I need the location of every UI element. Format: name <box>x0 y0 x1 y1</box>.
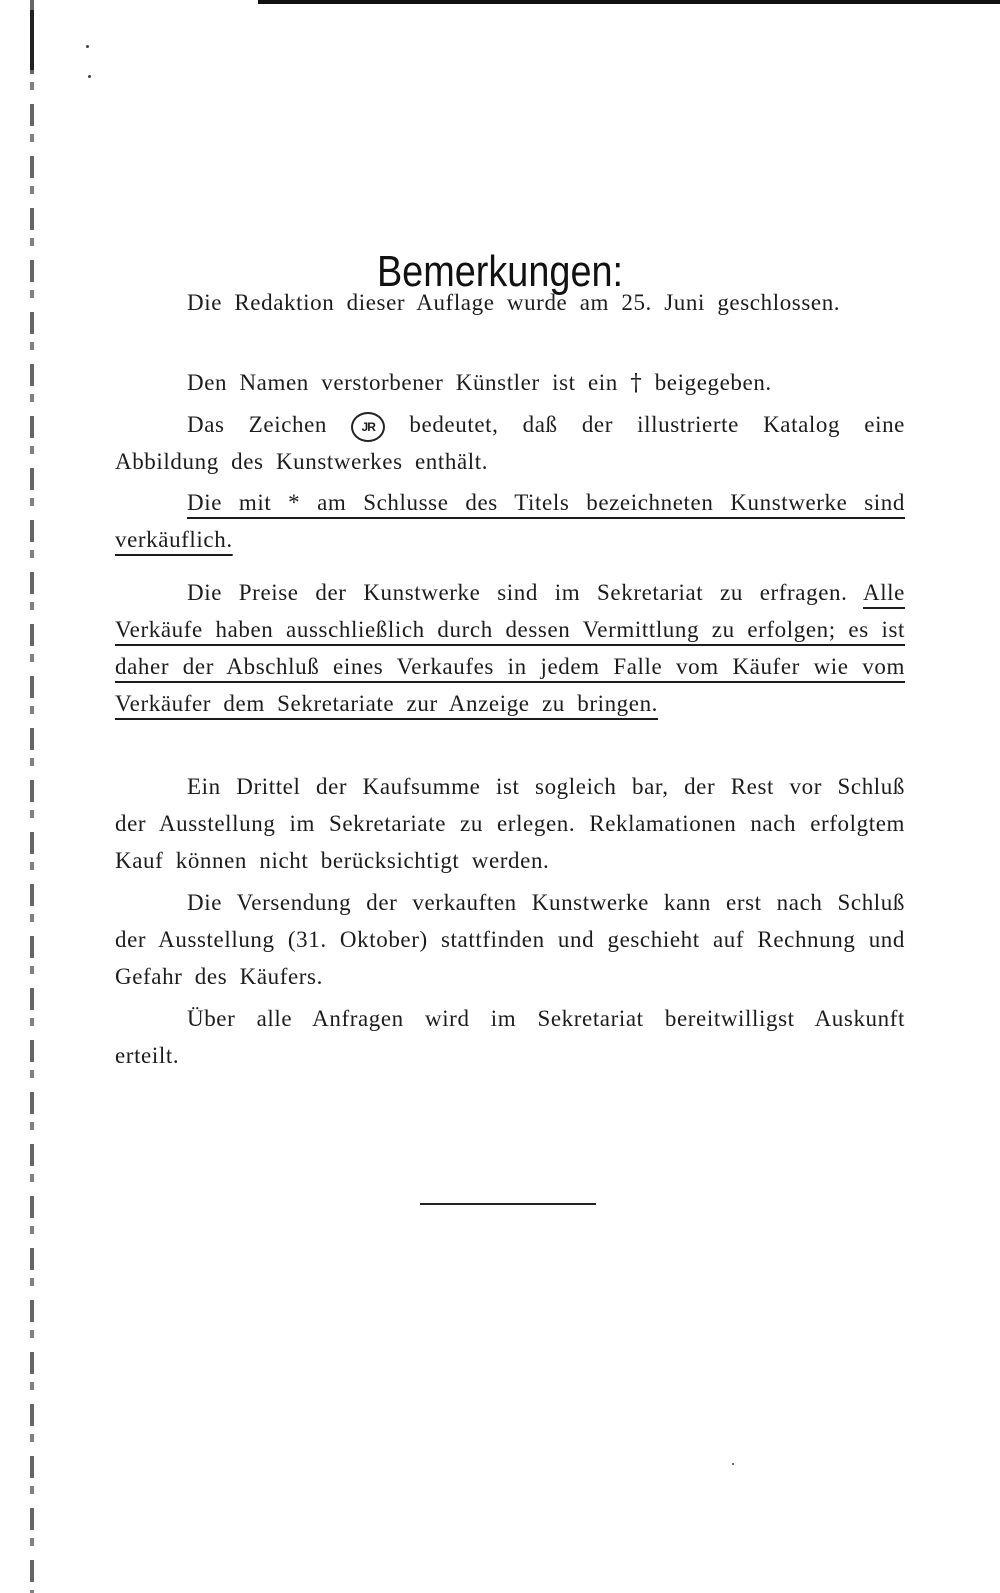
paragraph-verkaeuflich <box>115 484 905 558</box>
scan-speck <box>88 75 91 78</box>
paragraph-preise <box>115 574 905 722</box>
paragraph-zeichen-text-end: bedeutet, daß der illustrierte Katalog eine Abbildung des Kunstwerkes enthält. <box>115 412 905 474</box>
paragraph-zeichen <box>115 406 905 480</box>
paragraph-verstorben <box>115 364 905 402</box>
paragraph-verstorben-text-end: beigegeben. <box>654 370 772 395</box>
illustration-circle-icon: JR <box>351 412 385 442</box>
paragraph-preise-intro: Die Preise der Kunstwerke sind im Sekretariat zu erfragen. <box>187 580 848 605</box>
dagger-icon: † <box>630 370 643 396</box>
paragraph-redaktion: Die Redaktion dieser Auflage wurde am 25. Juni geschlossen. <box>187 290 841 315</box>
paragraph-zeichen-text: Das Zeichen <box>187 412 328 437</box>
scan-speck <box>86 45 89 48</box>
paragraph-verstorben-text: Den Namen verstorbener Künstler ist ein <box>187 370 618 395</box>
underlined-preise: Alle Verkäufe haben ausschließlich durch dessen Vermittlung zu erfolgen; es ist daher der Abschluß eines Verkaufes in jedem Falle vom Käufer wie vom Verkäufer dem Sekretariate zur Anzeige zu bringen. <box>115 580 905 716</box>
paragraph-drittel: Ein Drittel der Kaufsumme ist sogleich bar, der Rest vor Schluß der Ausstellung im Sekretariate zu erlegen. Reklamationen nach erfolgtem Kauf können nicht berücksichtigt werden. <box>115 774 905 873</box>
top-scan-edge <box>258 0 1000 4</box>
page-title: Bemerkungen: <box>376 247 624 297</box>
paragraph-anfragen: Über alle Anfragen wird im Sekretariat bereitwilligst Auskunft erteilt. <box>115 1006 905 1068</box>
left-scan-edge <box>30 0 34 1593</box>
underlined-verkaeuflich: Die mit * am Schlusse des Titels bezeichneten Kunstwerke sind verkäuflich. <box>115 490 905 552</box>
scan-speck <box>732 1463 734 1465</box>
paragraph-versendung: Die Versendung der verkauften Kunstwerke kann erst nach Schluß der Ausstellung (31. Oktober) stattfinden und geschieht auf Rechnung und Gefahr des Käufers. <box>115 890 905 989</box>
closing-rule <box>420 1203 596 1205</box>
left-scan-edge-top <box>30 10 34 70</box>
